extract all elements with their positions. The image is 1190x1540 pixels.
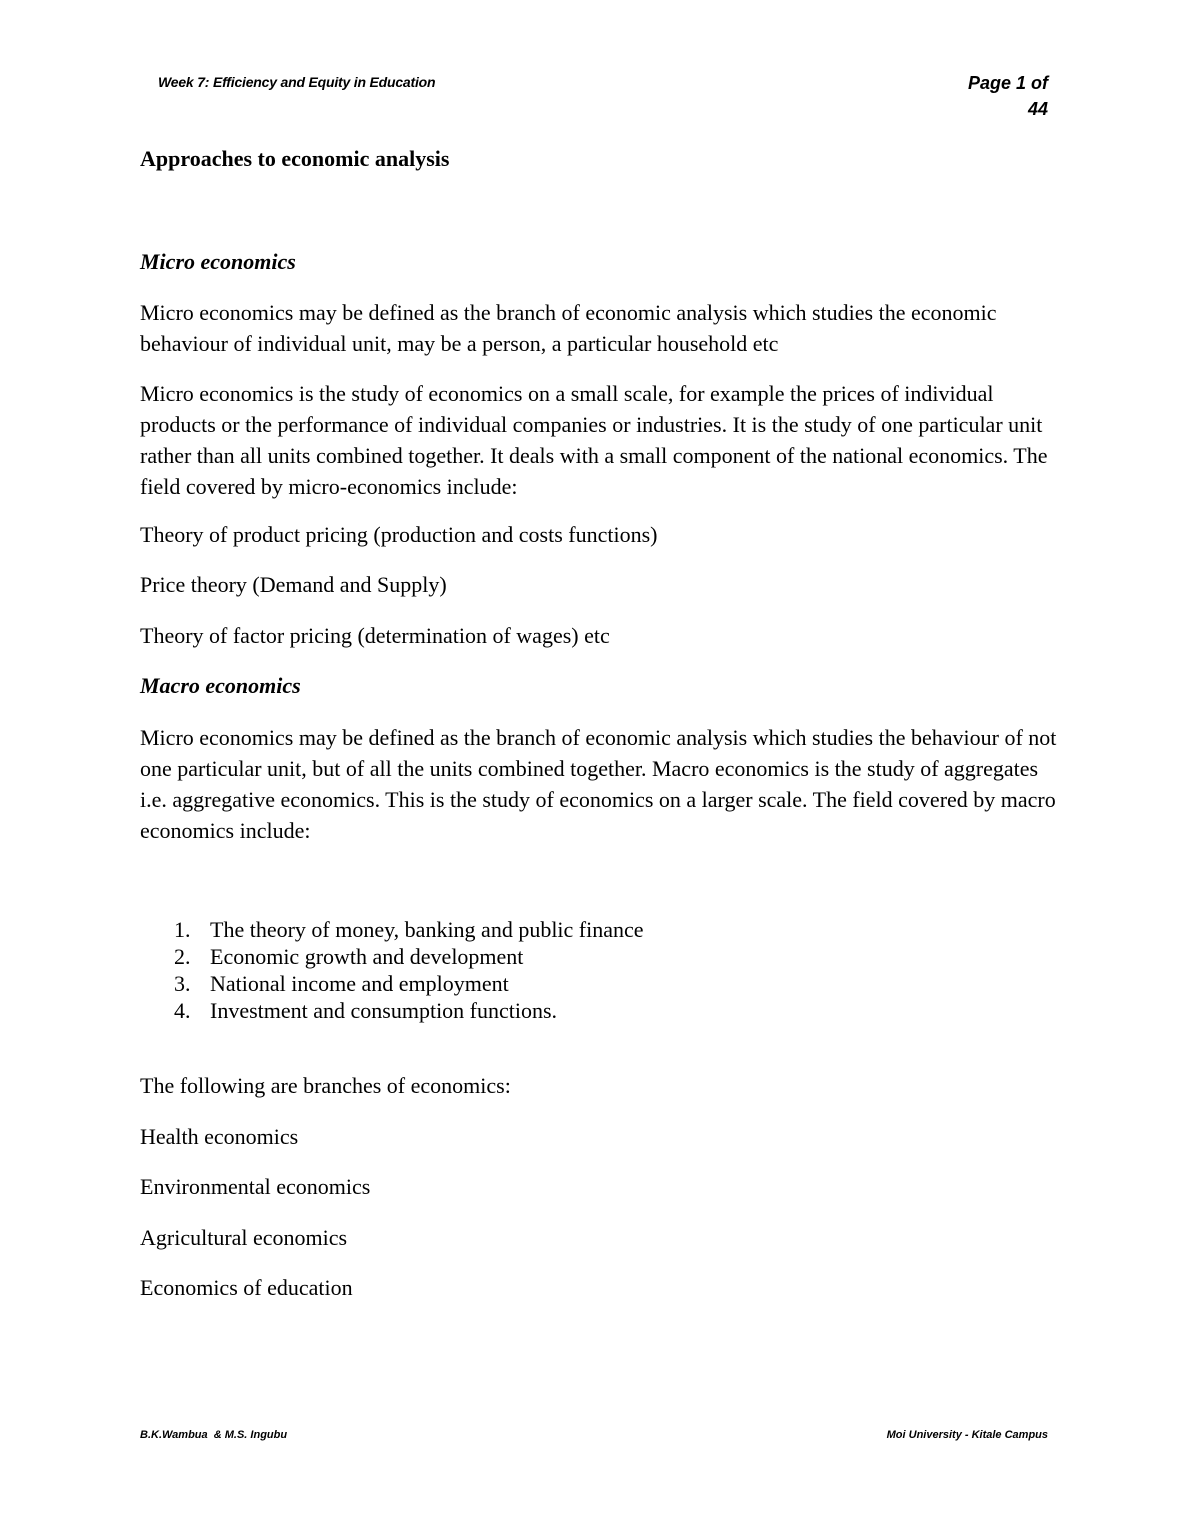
list-item-text: Investment and consumption functions. [210,998,558,1023]
micro-field-item: Theory of factor pricing (determination of wages) etc [140,623,610,648]
branch-item: Environmental economics [140,1174,371,1199]
list-item-text: National income and employment [210,971,509,996]
branch-item: Economics of education [140,1275,353,1300]
branch-item: Health economics [140,1124,299,1149]
list-item-number: 1. [174,917,191,942]
list-item [170,916,644,943]
page-number-line2: 44 [1027,99,1048,119]
footer-authors: B.K.Wambua & M.S. Ingubu [140,1429,288,1441]
branch-item: Agricultural economics [140,1225,348,1250]
list-item-text: The theory of money, banking and public finance [210,917,644,942]
micro-field-item: Theory of product pricing (production and costs functions) [140,522,658,547]
micro-paragraph-1: Micro economics may be defined as the branch of economic analysis which studies the economic behaviour of individual unit, may be a person, a particular household etc [140,300,997,356]
micro-paragraph-2: Micro economics is the study of economics on a small scale, for example the prices of individual products or the performance of individual companies or industries. It is the study of one particular unit rather than all units combined together. It deals with a small component of the national economics. The field covered by micro-economics include: [140,381,1048,499]
list-item-number: 2. [174,944,191,969]
page-number-line1: Page 1 of [967,73,1048,93]
micro-heading: Micro economics [140,249,296,274]
header-title: Week 7: Efficiency and Equity in Education [158,74,436,90]
list-item [170,970,644,997]
branches-intro: The following are branches of economics: [140,1073,511,1098]
list-item [170,943,644,970]
macro-fields-list [170,916,644,1024]
page-number [938,70,1048,122]
macro-heading: Macro economics [140,673,301,698]
list-item [170,997,644,1024]
page-heading: Approaches to economic analysis [140,146,450,171]
footer-institution: Moi University - Kitale Campus [886,1429,1048,1441]
micro-field-item: Price theory (Demand and Supply) [140,572,447,597]
list-item-number: 3. [174,971,191,996]
list-item-number: 4. [174,998,191,1023]
list-item-text: Economic growth and development [210,944,524,969]
macro-paragraph-1: Micro economics may be defined as the branch of economic analysis which studies the behaviour of not one particular unit, but of all the units combined together. Macro economics is the study of aggregates i.e. aggregative economics. This is the study of economics on a larger scale. The field covered by macro economics include: [140,725,1057,843]
